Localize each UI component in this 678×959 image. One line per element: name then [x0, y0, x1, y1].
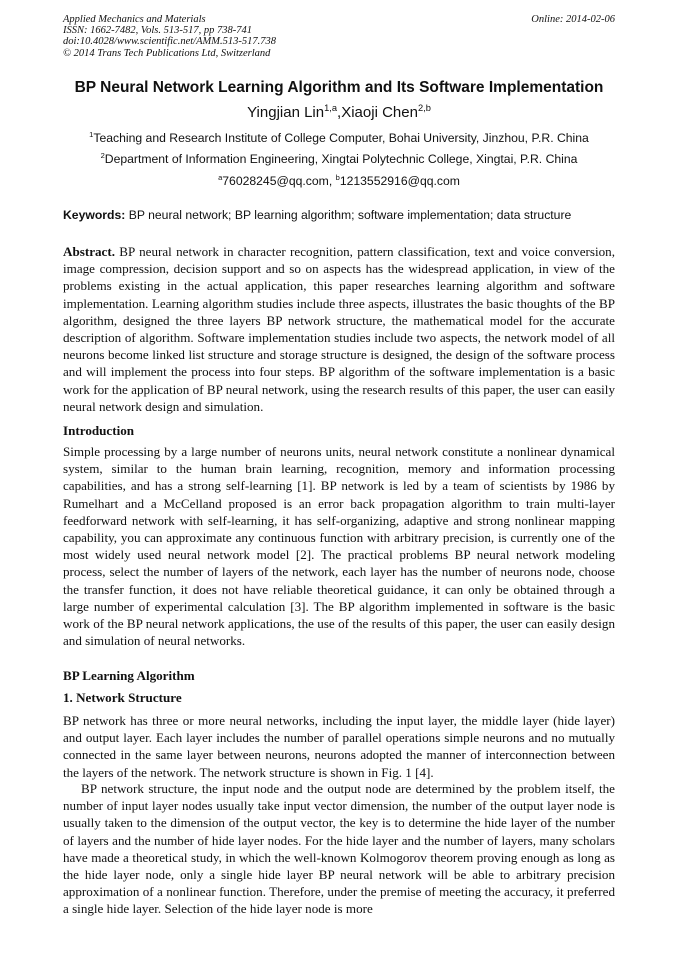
author-1-sup: 1,a	[324, 103, 338, 113]
affiliation-2	[30, 152, 648, 166]
copyright-line: © 2014 Trans Tech Publications Ltd, Switzerland	[63, 47, 271, 59]
email-a[interactable]: 76028245@qq.com,	[222, 174, 336, 188]
affiliation-1-sup: 1	[89, 129, 94, 139]
abstract-label: Abstract.	[63, 244, 115, 259]
affiliation-1	[30, 131, 648, 145]
issn-line: ISSN: 1662-7482, Vols. 513-517, pp 738-741	[63, 25, 252, 37]
email-b-sup: b	[335, 172, 340, 182]
bp-learning-heading: BP Learning Algorithm	[63, 668, 195, 683]
introduction-text: Simple processing by a large number of neurons units, neural network constitute a nonlinear dynamical system, similar to the human brain learning, recognition, memory and information processing capabilities, and has a strong self-learning [1]. BP network is led by a team of scientists by 1986 by Rumelhart and a McCelland proposed is an error back propagation algorithm to train multi-layer feedforward network with self-learning, it has self-organizing, adaptive and strong nonlinear mapping capability, you can approximate any continuous function with arbitrary precision, is currently one of the most widely used neural network model [2]. The practical problems BP neural network modeling process, select the number of layers of the network, each layer has the number of neurons node, choose the transfer function, it does not have reliable theoretical guidance, it can only be obtained through a large number of experimental calculation [3]. The BP algorithm implemented in software is the basic work of the BP neural network applications, the use of the results of this paper, the user can easily design and simulation of neural networks.	[63, 444, 615, 649]
author-separator: ,	[337, 104, 342, 121]
author-2-name: Xiaoji Chen	[341, 104, 418, 121]
email-b[interactable]: 1213552916@qq.com	[339, 174, 460, 188]
online-date: Online: 2014-02-06	[531, 14, 615, 25]
journal-header	[63, 14, 615, 59]
network-structure-para-1: BP network has three or more neural networks, including the input layer, the middle layer (hide layer) and output layer. Each layer includes the number of parallel operations simple neurons and no mutually connected in the same layer between neurons, neurons adopted the manner of interconnection between the layers of the network. The network structure is shown in Fig. 1 [4].	[63, 713, 615, 780]
abstract	[63, 243, 615, 415]
author-1-name: Yingjian Lin	[247, 104, 325, 121]
network-structure-para-2: BP network structure, the input node and the output node are determined by the problem itself, the number of input layer nodes usually take input vector dimension, the number of the output layer node is usually taken to the dimension of the output vector, the key is to determine the hide layer of the number of layers and the number of hide layer nodes. For the hide layer and the number of layers, many scholars have made a theoretical study, in which the well-known Kolmogorov theorem proving enough as long as the hide layer node, only a single hide layer BP neural network will be able to arbitrary precision approximation of a nonlinear function. Therefore, under the premise of meeting the accuracy, it preferred a single hide layer. Selection of the hide layer node is more	[63, 781, 615, 917]
doi-line[interactable]: doi:10.4028/www.scientific.net/AMM.513-517.738	[63, 36, 276, 48]
paper-title: BP Neural Network Learning Algorithm and Its Software Implementation	[74, 79, 604, 96]
journal-name: Applied Mechanics and Materials	[63, 14, 206, 25]
keywords-label: Keywords:	[63, 208, 126, 222]
affiliation-2-sup: 2	[100, 150, 105, 160]
email-a-sup: a	[218, 172, 223, 182]
email-line	[30, 174, 648, 188]
author-2-sup: 2,b	[417, 103, 431, 113]
network-structure-heading: 1. Network Structure	[63, 690, 182, 705]
affiliation-2-text: Department of Information Engineering, Xingtai Polytechnic College, Xingtai, P.R. China	[104, 152, 578, 166]
keywords	[63, 208, 628, 222]
keywords-text: BP neural network; BP learning algorithm; software implementation; data structure	[125, 208, 572, 222]
abstract-text: BP neural network in character recognition, pattern classification, text and voice conversion, image compression, decision support and so on aspects has the widespread application, in view of the problems existing in the actual application, this paper researches learning algorithm and software implementation. Learning algorithm studies include three aspects, illustrates the basic thoughts of the BP algorithm, designed the three layers BP network structure, the mathematical model for the accurate description of algorithm. Software implementation studies include two aspects, the network model of all neurons become linked list structure and storage structure is designed, the design of the software process and will implement the process into four steps. BP algorithm of the software implementation is a basic work for the application of BP neural network, using the research results of this paper, the user can easily neural network design and simulation.	[63, 244, 615, 414]
affiliation-1-text: Teaching and Research Institute of College Computer, Bohai University, Jinzhou, P.R. China	[93, 131, 589, 145]
author-line	[40, 104, 638, 121]
introduction-heading: Introduction	[63, 423, 135, 438]
